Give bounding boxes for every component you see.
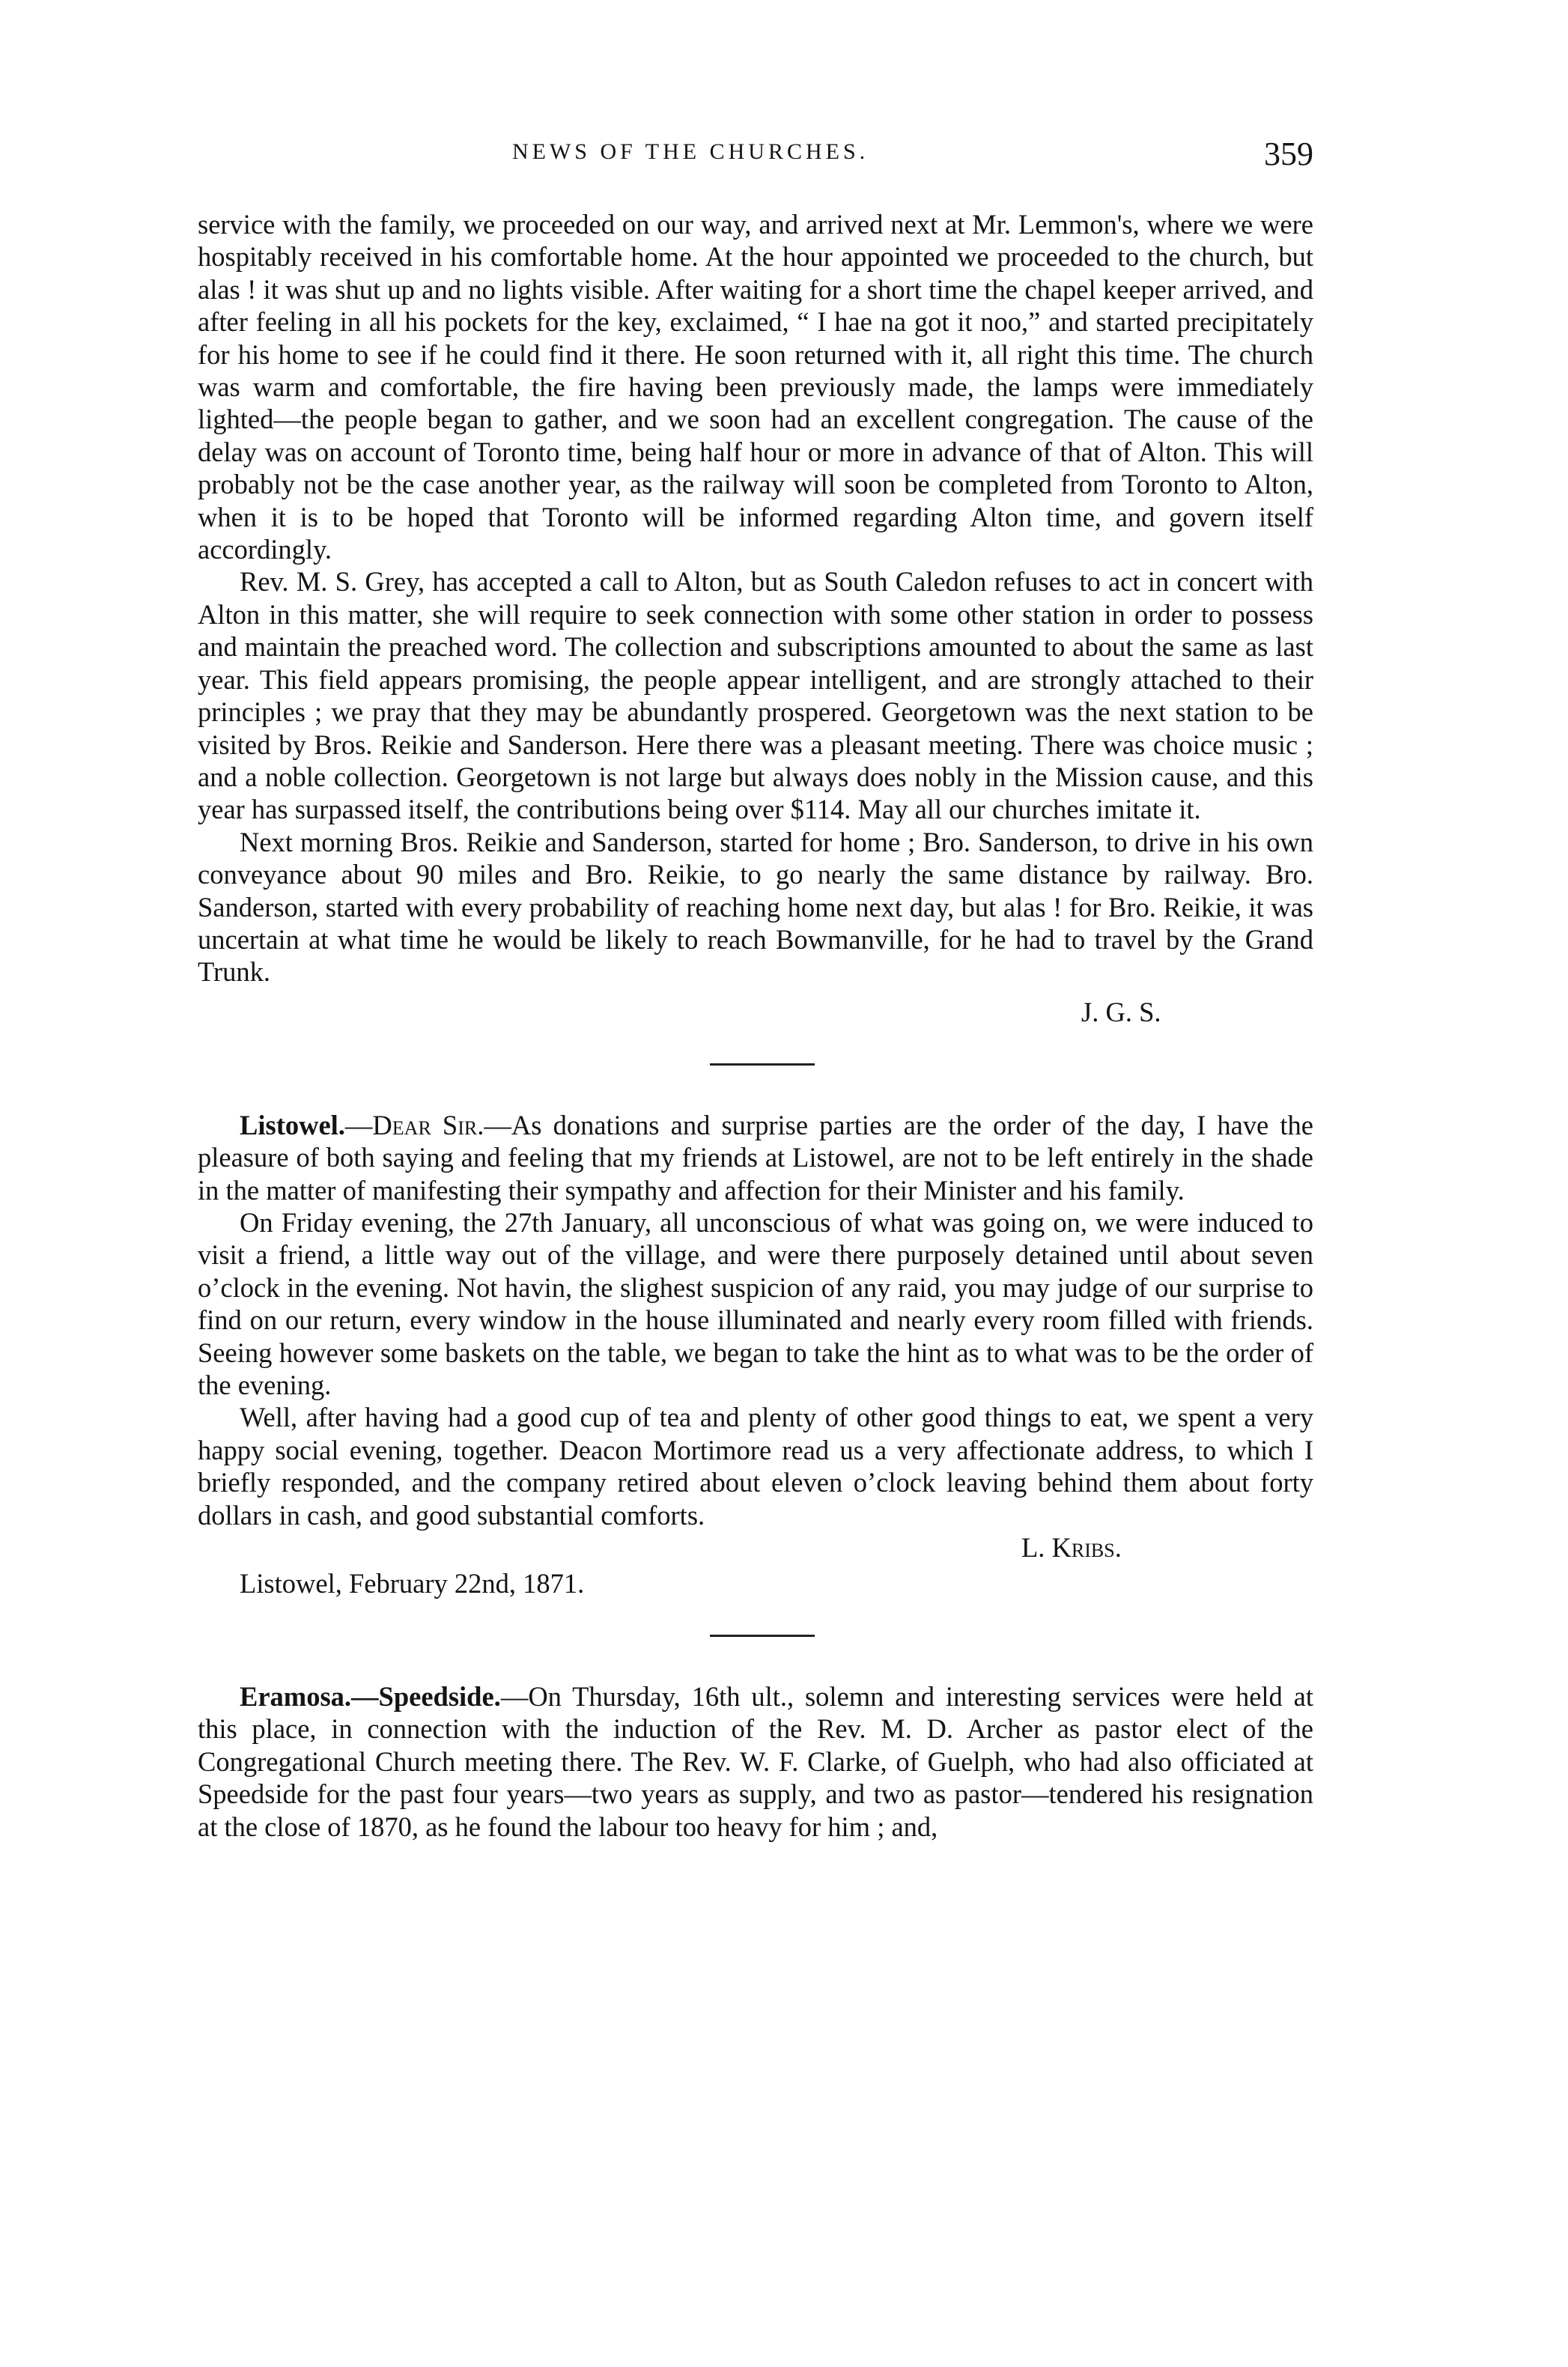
- paragraph: Rev. M. S. Grey, has accepted a call to Alton, but as South Caledon refuses to act in concert with Alton in this matter, she will require to seek connection with some other station in order to possess and maintain the preached word. The collection and subscriptions amounted to about the same as last year. This field appears promising, the people appear intelligent, and are strongly attached to their principles ; we pray that they may be abundantly prospered. Georgetown was the next station to be visited by Bros. Reikie and Sanderson. Here there was a pleasant meeting. There was choice music ; and a noble collection. Georgetown is not large but always does nobly in the Mission cause, and this year has surpassed itself, the contributions being over $114. May all our churches imitate it.: [198, 566, 1313, 825]
- paragraph-text: —As donations and surprise parties are the order of the day, I have the pleasure of both saying and feeling that my friends at Listowel, are not to be left entirely in the shade in the matter of manifesting their sympathy and affection for their Minister and his family.: [198, 1109, 1313, 1206]
- paragraph: [198, 1680, 1313, 1843]
- paragraph-text: —On Thursday, 16th ult., solemn and interesting services were held at this place, in connection with the induction of the Rev. M. D. Archer as pastor elect of the Congregational Church meeting there. The Rev. W. F. Clarke, of Guelph, who had also officiated at Speedside for the past four years—two years as supply, and two as pastor—tendered his resignation at the close of 1870, as he found the labour too heavy for him ; and,: [198, 1681, 1313, 1842]
- section-divider: [710, 1063, 815, 1066]
- signature: L. Kribs.: [1021, 1532, 1122, 1564]
- paragraph: [198, 1109, 1313, 1206]
- paragraph: Next morning Bros. Reikie and Sanderson, started for home ; Bro. Sanderson, to drive in his own conveyance about 90 miles and Bro. Reikie, to go nearly the same distance by railway. Bro. Sanderson, started with every probability of reaching home next day, but alas ! for Bro. Reikie, it was uncertain at what time he would be likely to reach Bowmanville, for he had to travel by the Grand Trunk.: [198, 826, 1313, 988]
- article-listowel: [198, 1109, 1313, 1602]
- place-heading: Listowel.: [240, 1109, 345, 1140]
- article-eramosa: [198, 1680, 1313, 1843]
- dateline: Listowel, February 22nd, 1871.: [240, 1568, 585, 1599]
- running-head: NEWS OF THE CHURCHES.: [512, 139, 869, 164]
- salutation: —Dear Sir.: [344, 1109, 484, 1140]
- paragraph: On Friday evening, the 27th January, all unconscious of what was going on, we were induced to visit a friend, a little way out of the village, and were there purposely detained until about seven o’clock in the evening. Not havin, the slighest suspicion of any raid, you may judge of our surprise to find on our return, every window in the house illuminated and nearly every room filled with friends. Seeing however some baskets on the table, we began to take the hint as to what was to be the order of the evening.: [198, 1206, 1313, 1400]
- page-header: [198, 135, 1313, 180]
- article-alton-report: [198, 208, 1313, 1033]
- page-body: [198, 208, 1313, 1843]
- page-number: 359: [1264, 136, 1313, 172]
- place-heading: Eramosa.—Speedside.: [240, 1681, 501, 1713]
- paragraph: Well, after having had a good cup of tea and plenty of other good things to eat, we spent a very happy social evening, together. Deacon Mortimore read us a very affectionate address, to which I briefly responded, and the company retired about eleven o’clock leaving behind them about forty dollars in cash, and good substantial comforts.: [198, 1402, 1313, 1531]
- section-divider: [710, 1635, 815, 1637]
- signature: J. G. S.: [1081, 996, 1161, 1027]
- paragraph: service with the family, we proceeded on our way, and arrived next at Mr. Lemmon's, where we were hospitably received in his comfortable home. At the hour appointed we proceeded to the church, but alas ! it was shut up and no lights visible. After waiting for a short time the chapel keeper arrived, and after feeling in all his pockets for the key, exclaimed, “ I hae na got it noo,” and started precipitately for his home to see if he could find it there. He soon returned with it, all right this time. The church was warm and comfortable, the fire having been previously made, the lamps were immediately lighted—the people began to gather, and we soon had an excellent congregation. The cause of the delay was on account of Toronto time, being half hour or more in advance of that of Alton. This will probably not be the case another year, as the railway will soon be completed from Toronto to Alton, when it is to be hoped that Toronto will be informed regarding Alton time, and govern itself accordingly.: [198, 209, 1313, 565]
